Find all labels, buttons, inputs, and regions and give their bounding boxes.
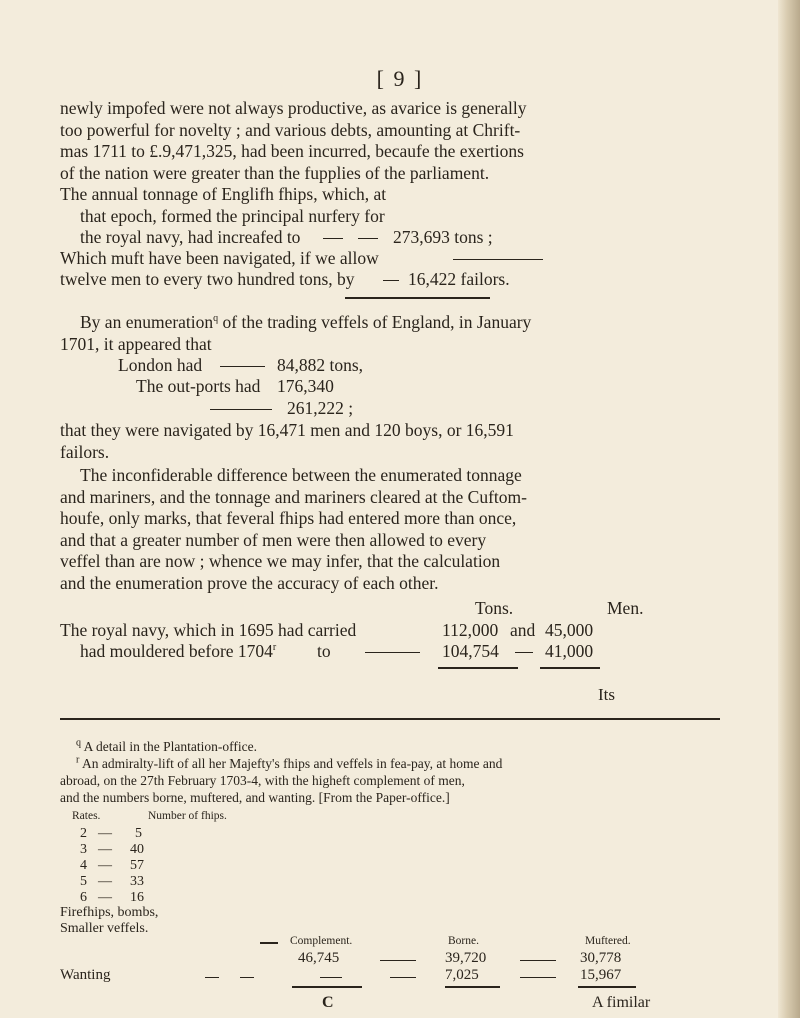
dash — [260, 942, 278, 944]
wanting-mustered-value: 15,967 — [580, 967, 622, 983]
dash — [453, 259, 543, 260]
dash — [205, 977, 219, 978]
fireships-label: Firefhips, bombs, — [60, 905, 159, 920]
mustered-header: Muftered. — [585, 935, 631, 947]
text-line: and the enumeration prove the accuracy of each other. — [60, 572, 439, 593]
dash — [390, 977, 416, 978]
row1-tons: 112,000 — [442, 620, 499, 640]
text-line: The inconfiderable difference between the enumerated tonnage — [80, 465, 522, 485]
complement-header: Complement. — [290, 935, 353, 947]
page-number: [ 9 ] — [376, 66, 424, 91]
total-value: 261,222 ; — [287, 398, 354, 418]
tonnage-label: the royal navy, had increafed to — [80, 227, 301, 247]
page-edge — [778, 0, 800, 1018]
dash — [240, 977, 254, 978]
row2-to: to — [317, 641, 331, 661]
catchword-top: Its — [598, 685, 615, 704]
text-line: mas 1711 to £.9,471,325, had been incurred, becaufe the exertions — [60, 141, 524, 161]
dash — [210, 409, 272, 410]
rates-header: Rates. — [72, 810, 101, 822]
paragraph-2-end — [60, 420, 715, 463]
text-line: of the nation were greater than the fupplies of the parliament. — [60, 162, 490, 183]
footnote-r-line: abroad, on the 27th February 1703-4, with the higheft complement of men, — [60, 773, 465, 788]
book-page: [ 9 ] newly impofed were not always productive, as avarice is generally too powerful for novelty ; and various debts, amounting at Chrift- mas 1711 to £.9,471,325, had been incurred, becaufe the exertions of the nation were greater than the fupplies of the parliament. The annual tonnage of Englifh fhips, which, at that epoch, formed the principal nurfery for the royal navy, had increafed to 273,693 tons ; Which muft have been navigated, if we allow twelve men to every two hundred tons, by 16,422 failors. By an enumeration$^q$ of the trading veffels of England, in January 1701, it appeared that London had 84,882 tons, The out-ports had 176,340 261,222 ; that they were navigated by 16,471 men and 120 boys, or 16,591 failors. The inconfiderable difference between the enumerated tonnage and mariners, and the tonnage and mariners cleared at the Cuftom- houfe, only marks, that feveral fhips had entered more than once, and that a greater number of men were then allowed to every veffel than are now ; whence we may infer, that the calculation and the enumeration prove the accuracy of each other. Tons. Men. The royal navy, which in 1695 had carried 112,000 and 45,000 had mouldered before 1704$^r$ to 104,754 41,000 Its $^q$ A detail in the Plantation-office. $^r$ An admiralty-lift of all her Majefty's fhips and veffels in fea-pay, at home and abroad, on the 27th February 1703-4, with the higheft complement of men, and the numbers borne, muftered, and wanting. [From the Paper-office.] Rates. Number of fhips. 2 — 5 3 — 40 4 — 57 5 — 33 6 — 16 Firefhips, bombs, Smaller veffels. Complement. Borne. Muftered. 46,745 39,720 30,778 Wanting 7,025 15,967 C A fimilar — [0, 0, 800, 1018]
dash — [520, 960, 556, 961]
dash — [515, 652, 533, 653]
text-line: that epoch, formed the principal nurfery for — [80, 205, 385, 226]
outports-value: 176,340 — [277, 376, 334, 396]
footnote-r-line: and the numbers borne, muftered, and wanting. [From the Paper-office.] — [60, 790, 450, 805]
borne-value: 39,720 — [445, 950, 487, 966]
footnote-r: $^r$ An admiralty-lift of all her Majefty's fhips and veffels in fea-pay, at home and — [76, 754, 503, 771]
outports-label: The out-ports had — [136, 376, 261, 396]
mustered-value: 30,778 — [580, 950, 622, 966]
sailors-label: twelve men to every two hundred tons, by — [60, 269, 355, 289]
signature-mark: C — [322, 994, 334, 1011]
text-line: By an enumeration$^q$ of the trading veffels of England, in January — [80, 312, 532, 332]
text-line: and mariners, and the tonnage and mariners cleared at the Cuftom- — [60, 486, 527, 507]
section-rule — [345, 297, 490, 299]
text-line: houfe, only marks, that feveral fhips had entered more than once, — [60, 508, 517, 528]
london-value: 84,882 tons, — [277, 355, 364, 375]
catchword-bottom: A fimilar — [592, 994, 651, 1011]
text-line: too powerful for novelty ; and various debts, amounting at Chrift- — [60, 119, 521, 140]
tonnage-value: 273,693 tons ; — [393, 227, 493, 247]
dash — [383, 280, 399, 281]
row1-and: and — [510, 620, 536, 640]
text-line: veffel than are now ; whence we may infer, that the calculation — [60, 551, 501, 571]
text-line: that they were navigated by 16,471 men and 120 boys, or 16,591 — [60, 420, 514, 440]
dash — [380, 960, 416, 961]
total-rule — [438, 667, 518, 669]
total-rule — [445, 986, 500, 988]
row2-label: had mouldered before 1704$^r$ — [80, 641, 277, 661]
men-header: Men. — [607, 598, 644, 618]
paragraph-2 — [60, 312, 715, 355]
dash — [320, 977, 342, 978]
text-line: 1701, it appeared that — [60, 333, 212, 354]
total-rule — [540, 667, 600, 669]
complement-value: 46,745 — [298, 950, 340, 966]
navigated-label: Which muft have been navigated, if we allow — [60, 248, 379, 268]
paragraph-3 — [60, 465, 715, 594]
dash — [520, 977, 556, 978]
text-line: newly impofed were not always productive, as avarice is generally — [60, 98, 527, 118]
dash — [365, 652, 420, 653]
tons-header: Tons. — [475, 598, 514, 618]
borne-header: Borne. — [448, 935, 479, 947]
dash — [220, 366, 265, 367]
text-line: The annual tonnage of Englifh fhips, which, at — [60, 184, 387, 204]
row2-men: 41,000 — [545, 641, 594, 661]
row1-men: 45,000 — [545, 620, 594, 640]
footnote-rule — [60, 718, 720, 720]
total-rule — [578, 986, 636, 988]
sailors-value: 16,422 failors. — [408, 269, 510, 289]
paragraph-1 — [60, 98, 715, 227]
footnotes — [60, 738, 730, 806]
text-line: and that a greater number of men were then allowed to every — [60, 529, 487, 550]
total-rule — [292, 986, 362, 988]
row2-tons: 104,754 — [442, 641, 499, 661]
london-label: London had — [118, 355, 203, 375]
ships-header: Number of fhips. — [148, 810, 227, 822]
row1-label: The royal navy, which in 1695 had carried — [60, 620, 357, 640]
dash — [358, 238, 378, 239]
footnote-q: $^q$ A detail in the Plantation-office. — [76, 737, 257, 754]
wanting-borne-value: 7,025 — [445, 967, 479, 983]
wanting-label: Wanting — [60, 967, 111, 983]
smaller-vessels-label: Smaller veffels. — [60, 921, 149, 936]
text-line: failors. — [60, 441, 110, 462]
dash — [323, 238, 343, 239]
